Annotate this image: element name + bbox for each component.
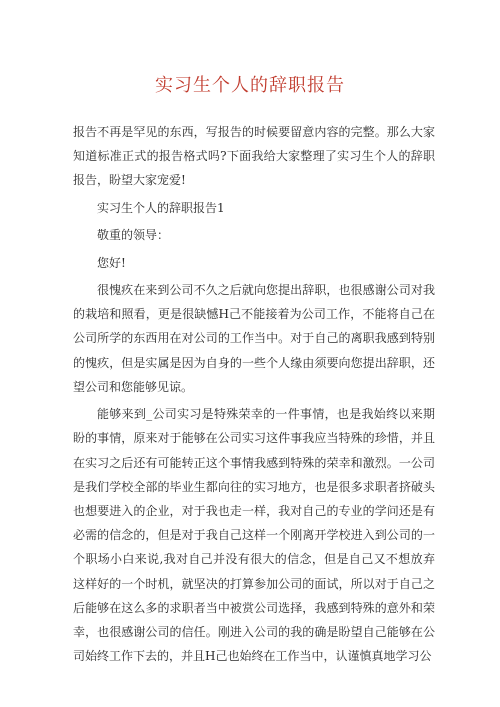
body-paragraph-2: 能够来到_公司实习是特殊荣幸的一件事情，也是我始终以来期盼的事情，原来对于能够在公司实习这件事我应当特殊的珍惜，并且在实习之后还有可能转正这个事情我感到特殊的荣幸和激烈。一公司是我们学校全部的毕业生都向往的实习地方，也是很多求职者挤破头也想要进入的企业，对于我也走一样，我对自己的专业的学问还是有必需的信念的，但是对于我自己这样一个刚离开学校进入到公司的一个职场小白来说,我对自己并没有很大的信念，但是自己又不想放弃这样好的一个时机，就坚决的打算参加公司的面试，所以对于自己之后能够在这么多的求职者当中被赏公司选择，我感到特殊的意外和荣幸，也很感谢公司的信任。刚进入公司的我的确是盼望自己能够在公司始终工作下去的，并且H己也始终在工作当中，认谨慎真地学习公 [73,407,435,664]
body-paragraph-1: 很愧疚在来到公司不久之后就向您提出辞职，也很感谢公司对我的栽培和照看，更是很缺憾H己不能接着为公司工作，不能将自己在公司所学的东西用在对公司的工作当中。对于自己的离职我感到特别的愧疚，但是实属是因为自身的一些个人缘由须要向您提出辞职，还望公司和您能够见谅。 [73,282,435,394]
intro-paragraph: 报告不再是罕见的东西，写报告的时候要留意内容的完整。那么大家知道标准正式的报告格式吗?下面我给大家整理了实习生个人的辞职报告，盼望大家宠爱! [73,125,435,188]
document-title: 实习生个人的辞职报告 [155,75,345,96]
document-body [73,120,435,672]
greeting: 您好! [97,255,126,270]
salutation: 敬重的领导： [97,228,170,243]
section-heading: 实习生个人的辞职报告1 [97,200,225,215]
